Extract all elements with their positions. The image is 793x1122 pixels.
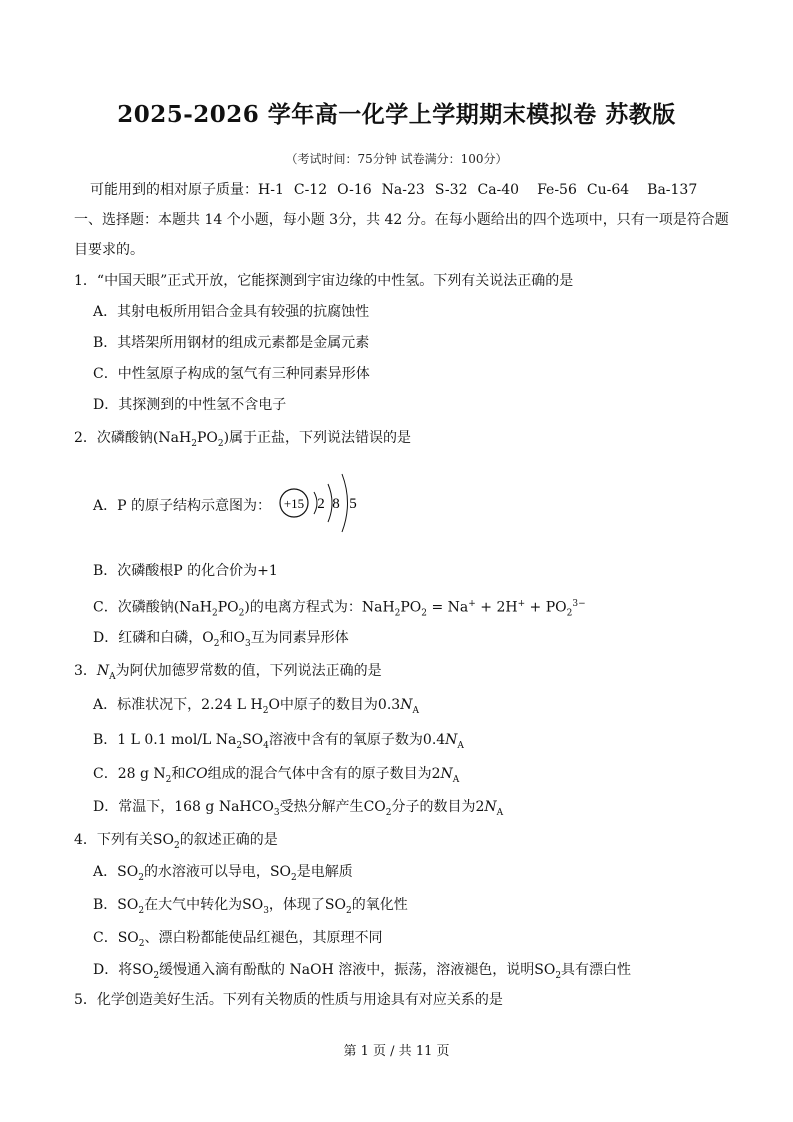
section-heading-cont: 目要求的。	[74, 242, 144, 258]
q3-sub: A	[452, 774, 460, 785]
q2-c-formula-po: PO	[217, 599, 239, 616]
q2-sub: 2	[217, 438, 224, 449]
q3-d-mid2: 分子的数目为	[391, 799, 476, 815]
atomic-mass-item: Ca-40	[477, 182, 520, 198]
q2-eq: PO	[400, 599, 422, 616]
electron-shell-arc	[342, 474, 348, 532]
q3-b-qty: 1 L 0.1 mol/L Na	[117, 732, 237, 748]
q3-d-qty: 168 g NaHCO	[174, 799, 274, 815]
q2-b-text: B．次磷酸根P 的化合价为	[93, 563, 258, 579]
q4-num: 4．下列有关	[74, 832, 153, 848]
q3-a-qty: 2.24 L H	[201, 697, 263, 713]
question-1-option-d: D．其探测到的中性氢不含电子	[93, 397, 287, 413]
q4-so2: SO	[132, 962, 154, 978]
q4-a-rest: 是电解质	[296, 864, 353, 880]
q4-sub: 2	[153, 970, 160, 981]
question-1-stem: 1．“中国天眼”正式开放，它能探测到宇宙边缘的中性氢。下列有关说法正确的是	[74, 273, 574, 289]
atomic-masses-label: 可能用到的相对原子质量：	[90, 182, 258, 198]
q2-d-o2: O	[202, 630, 214, 646]
q2-formula-po: PO	[196, 430, 218, 446]
q2-sub: 2	[238, 608, 245, 619]
q4-b-mid2: ，体现了	[268, 897, 325, 913]
q2-paren: )	[223, 430, 230, 446]
q3-sub: A	[109, 671, 116, 682]
question-3-option-c	[93, 764, 459, 790]
q3-a-o: O	[268, 697, 280, 713]
q2-sub: 2	[421, 608, 428, 619]
q3-d-co2: CO	[363, 799, 386, 815]
atomic-mass-item: Fe-56	[537, 182, 577, 198]
question-2-option-c	[93, 594, 586, 623]
q4-sub: 2	[291, 872, 297, 883]
question-3-option-a	[93, 695, 419, 721]
page-title: 2025-2026 学年高一化学上学期期末模拟卷 苏教版	[117, 101, 676, 128]
q3-na: N	[96, 663, 110, 679]
q3-a-mid: 中原子的数目为	[279, 697, 378, 713]
q2-eq: = Na	[427, 599, 469, 616]
q2-sub: 2	[191, 438, 197, 449]
q3-na: N	[440, 766, 453, 782]
q3-c-co: CO	[185, 766, 208, 782]
question-1-option-c: C．中性氢原子构成的氢气有三种同素异形体	[93, 366, 370, 382]
question-5-stem: 5．化学创造美好生活。下列有关物质的性质与用途具有对应关系的是	[74, 992, 503, 1008]
q4-sub: 2	[555, 970, 562, 981]
q2-d-text: D．红磷和白磷，	[93, 630, 203, 646]
q2-eq: NaH	[361, 599, 395, 616]
atomic-mass-item: O-16	[337, 182, 372, 198]
q2-name: 次磷酸钠	[96, 430, 153, 446]
question-1-option-a: A．其射电板所用铝合金具有较强的抗腐蚀性	[93, 304, 370, 320]
q2-sup: +	[468, 599, 476, 609]
q2-d-o3: O	[233, 630, 245, 646]
q3-c-val: 2	[431, 766, 441, 782]
q2-d-and: 和	[219, 630, 234, 646]
q2-d-rest: 互为同素异形体	[250, 630, 349, 646]
q2-formula: (NaH	[152, 430, 192, 446]
shell-electron-count: 2	[317, 496, 325, 512]
question-4-option-c	[93, 928, 383, 954]
q3-na: N	[484, 799, 497, 815]
q4-sub: 2	[138, 872, 144, 883]
atomic-mass-item: S-32	[434, 182, 468, 198]
q4-sub: 2	[138, 938, 145, 949]
q3-sub: A	[457, 740, 464, 751]
q3-c-mid: 组成的混合气体中含有的原子数目为	[207, 766, 432, 782]
q4-b-text: B．	[93, 897, 118, 913]
q4-d-text: D．将	[93, 962, 133, 978]
question-2-option-b	[93, 561, 278, 581]
q3-na: N	[400, 697, 413, 713]
q3-sub: 2	[385, 807, 392, 818]
q2-eq: + 2H	[475, 599, 518, 616]
q2-b-value: +1	[257, 563, 278, 579]
q2-sub: 2	[212, 608, 218, 619]
shell-electron-count: 5	[349, 496, 357, 512]
shell-electron-count: 8	[332, 496, 340, 512]
q4-sub: 2	[138, 905, 145, 916]
q2-sup: +	[517, 599, 526, 609]
q3-d-val: 2	[475, 799, 485, 815]
q4-so2: SO	[269, 864, 292, 880]
q4-so2: SO	[152, 832, 174, 848]
q4-a-mid: 的水溶液可以导电，	[143, 864, 270, 880]
q2-c-formula: (NaH	[173, 599, 212, 616]
q4-so2: SO	[117, 864, 139, 880]
q4-c-text: C．	[93, 930, 118, 946]
q3-b-text: B．	[93, 732, 118, 748]
atomic-mass-item: C-12	[293, 182, 328, 198]
q4-sub: 2	[346, 905, 352, 916]
q3-na: N	[445, 732, 458, 748]
q3-c-text: C．	[93, 766, 118, 782]
atomic-masses-line	[90, 180, 707, 200]
q3-c-qty: 28 g N	[117, 766, 166, 782]
q3-sub: A	[412, 705, 419, 716]
q2-stem-rest: 属于正盐，下列说法错误的是	[229, 430, 412, 446]
q2-sub: 2	[213, 638, 220, 649]
question-4-option-b	[93, 895, 408, 921]
q2-sub: 3	[244, 638, 251, 649]
question-3-stem	[74, 661, 382, 687]
q3-b-so: SO	[242, 732, 264, 748]
q4-so3: SO	[242, 897, 264, 913]
q4-c-rest: 、漂白粉都能使品红褪色，其原理不同	[144, 930, 383, 946]
nucleus-charge: +15	[283, 496, 305, 511]
q4-d-mid: 缓慢通入滴有酚酞的 NaOH 溶液中，振荡，溶液褪色，说明	[159, 962, 535, 978]
q3-stem-rest: 为阿伏加德罗常数的值，下列说法正确的是	[115, 663, 382, 679]
q3-b-val: 0.4	[422, 732, 446, 748]
section-heading: 一、选择题：本题共 14 个小题，每小题 3分，共 42 分。在每小题给出的四个选项中，只有一项是符合题	[74, 212, 729, 228]
q2-num: 2．	[74, 430, 97, 446]
question-4-stem	[74, 830, 278, 856]
q3-num: 3．	[74, 663, 97, 679]
q4-d-rest: 具有漂白性	[561, 962, 632, 978]
q3-d-text: D．常温下，	[93, 799, 175, 815]
atomic-mass-item: H-1	[258, 182, 284, 198]
q3-b-mid: 溶液中含有的氧原子数为	[268, 732, 423, 748]
page-number: 第 1 页 / 共 11 页	[343, 1044, 450, 1059]
question-2-option-a: A．P 的原子结构示意图为：	[93, 498, 271, 514]
atomic-mass-item: Ba-137	[647, 182, 698, 198]
q4-b-mid: 在大气中转化为	[144, 897, 243, 913]
question-2-stem	[74, 428, 411, 454]
q3-d-mid: 受热分解产生	[279, 799, 364, 815]
question-4-option-d	[93, 960, 631, 986]
q2-paren: )	[244, 599, 250, 616]
q4-b-rest: 的氧化性	[351, 897, 408, 913]
question-1-option-b: B．其塔架所用钢材的组成元素都是金属元素	[93, 335, 370, 351]
q4-stem-rest: 的叙述正确的是	[179, 832, 278, 848]
q4-sub: 2	[174, 840, 180, 851]
q4-sub: 3	[263, 905, 269, 916]
q4-so2: SO	[534, 962, 556, 978]
q3-sub: 4	[263, 740, 269, 751]
q2-eq: + PO	[525, 599, 567, 616]
question-2-option-d	[93, 628, 349, 654]
q4-so2: SO	[324, 897, 346, 913]
question-3-option-d	[93, 797, 503, 823]
q2-c-mid: 的电离方程式为：	[249, 599, 362, 616]
q3-sub: 2	[165, 774, 172, 785]
q3-a-val: 0.3	[377, 697, 401, 713]
question-4-option-a	[93, 862, 353, 888]
q3-sub: 2	[262, 705, 269, 716]
q3-sub: A	[496, 807, 504, 818]
q2-sub: 2	[394, 608, 401, 619]
q4-so2: SO	[117, 930, 139, 946]
atomic-mass-item: Na-23	[381, 182, 425, 198]
q3-sub: 3	[273, 807, 280, 818]
q2-sub: 2	[566, 608, 573, 619]
q4-so2: SO	[117, 897, 139, 913]
q3-sub: 2	[236, 740, 243, 751]
q4-a-text: A．	[93, 864, 118, 880]
question-3-option-b	[93, 730, 464, 756]
q2-c-text: C．次磷酸钠	[93, 599, 174, 616]
q3-a-text: A．标准状况下，	[93, 697, 202, 713]
exam-info: （考试时间：75分钟 试卷满分：100分）	[285, 152, 508, 166]
atomic-mass-item: Cu-64	[586, 182, 630, 198]
q3-c-and: 和	[171, 766, 186, 782]
phosphorus-atom-diagram	[276, 466, 376, 540]
q2-sup: 3−	[572, 599, 586, 609]
